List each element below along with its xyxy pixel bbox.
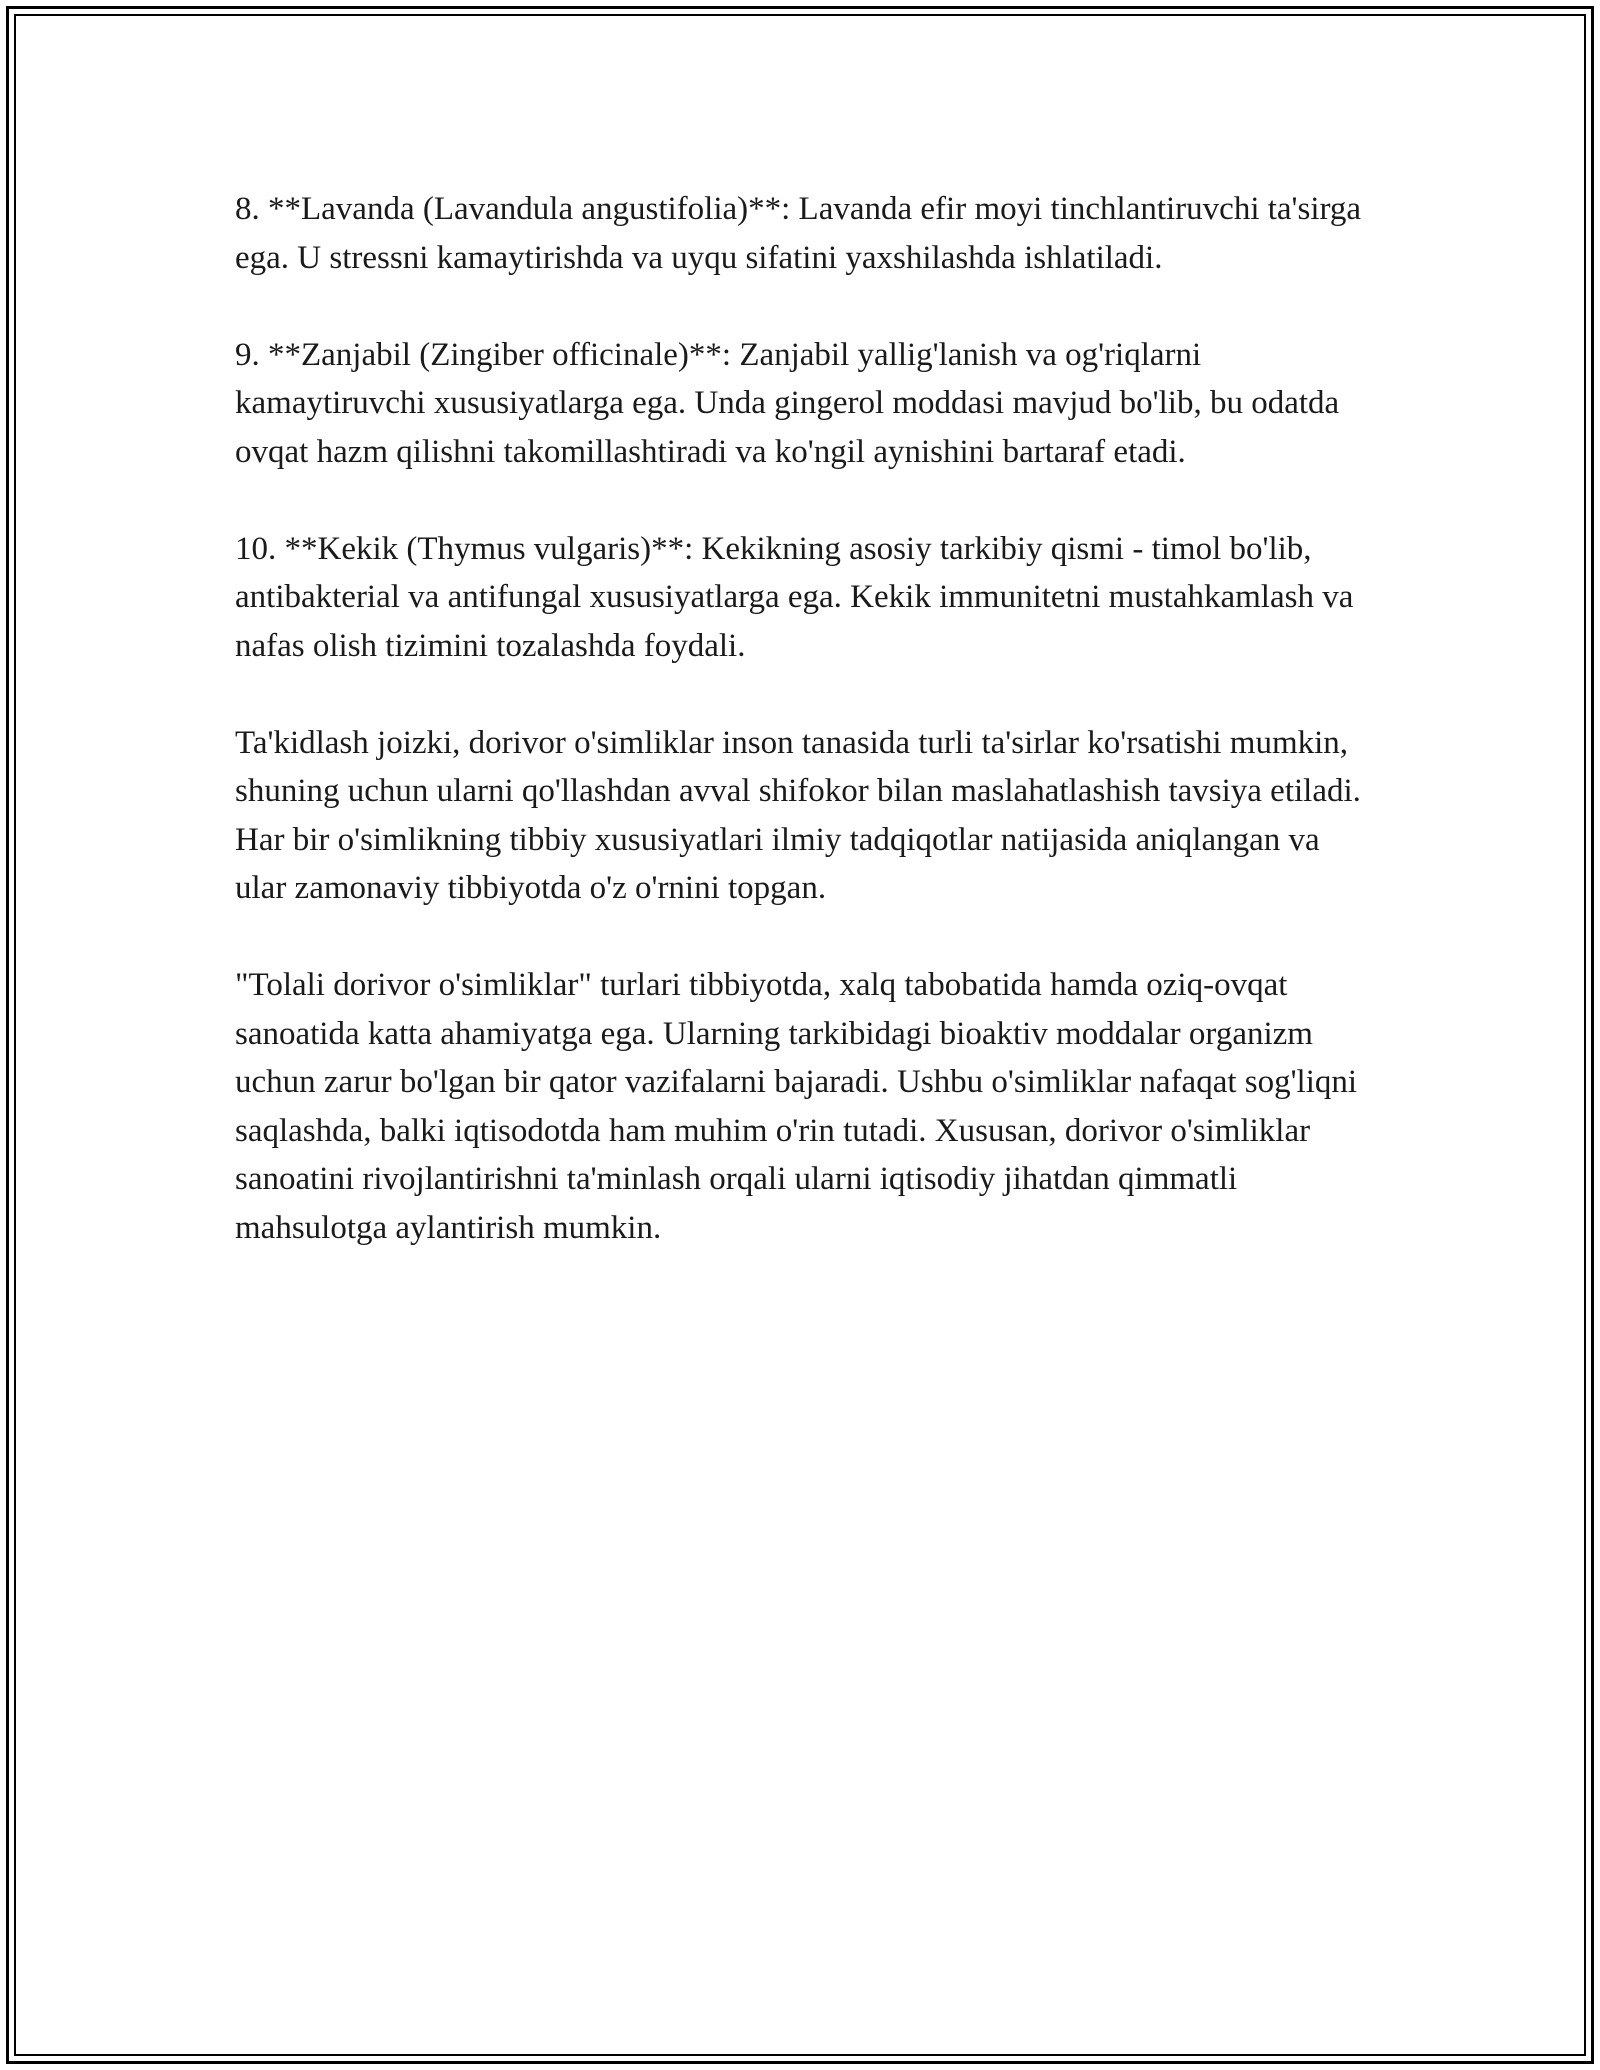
document-body [235,185,1370,1301]
paragraph-zanjabil: 9. **Zanjabil (Zingiber officinale)**: Zanjabil yallig'lanish va og'riqlarni kamaytiruvchi xususiyatlarga ega. Unda gingerol moddasi mavjud bo'lib, bu odatda ovqat hazm qilishni takomillashtiradi va ko'ngil aynishini bartaraf etadi. [235,336,1340,470]
paragraph-kekik: 10. **Kekik (Thymus vulgaris)**: Kekikning asosiy tarkibiy qismi - timol bo'lib, antibakterial va antifungal xususiyatlarga ega. Kekik immunitetni mustahkamlash va nafas olish tizimini tozalashda foydali. [235,530,1354,664]
paragraph-takidlash: Ta'kidlash joizki, dorivor o'simliklar inson tanasida turli ta'sirlar ko'rsatishi mumkin, shuning uchun ularni qo'llashdan avval shifokor bilan maslahatlashish tavsiya etiladi. Har bir o'simlikning tibbiy xususiyatlari ilmiy tadqiqotlar natijasida aniqlangan va ular zamonaviy tibbiyotda o'z o'rnini topgan. [235,724,1361,906]
paragraph-lavanda: 8. **Lavanda (Lavandula angustifolia)**: Lavanda efir moyi tinchlantiruvchi ta'sirga ega. U stressni kamaytirishda va uyqu sifatini yaxshilashda ishlatiladi. [235,191,1362,276]
paragraph-tolali: "Tolali dorivor o'simliklar" turlari tibbiyotda, xalq tabobatida hamda oziq-ovqat sanoatida katta ahamiyatga ega. Ularning tarkibidagi bioaktiv moddalar organizm uchun zarur bo'lgan bir qator vazifalarni bajaradi. Ushbu o'simliklar nafaqat sog'liqni saqlashda, balki iqtisodotda ham muhim o'rin tutadi. Xususan, dorivor o'simliklar sanoatini rivojlantirishni ta'minlash orqali ularni iqtisodiy jihatdan qimmatli mahsulotga aylantirish mumkin. [235,967,1358,1246]
